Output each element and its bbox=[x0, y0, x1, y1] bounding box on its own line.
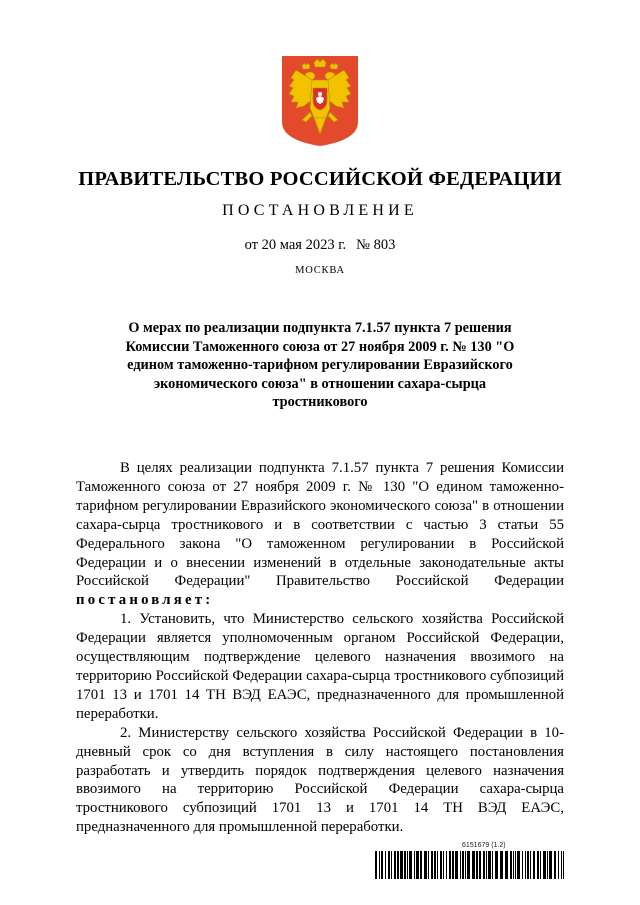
government-title: ПРАВИТЕЛЬСТВО РОССИЙСКОЙ ФЕДЕРАЦИИ bbox=[78, 168, 562, 190]
decree-number: № 803 bbox=[356, 237, 396, 253]
item-1-paragraph: 1. Установить, что Министерство сельского хозяйства Российской Федерации является уполномоченным органом Российской Федерации, осуществляющим подтверждение целевого назначения ввозимого на территорию Российской Федерации сахара-сырца тростникового субпозиций 1701 13 и 1701 14 ТН ВЭД ЕАЭС, предназначенного для промышленной переработки. bbox=[76, 611, 564, 722]
preamble-text: В целях реализации подпункта 7.1.57 пункта 7 решения Комиссии Таможенного союза от 27 ноября 2009 г. № 130 "О едином таможенно-тарифном регулировании Евразийского экономического союза" в отношении сахара-сырца тростникового и в соответствии с частью 3 статьи 55 Федерального закона "О таможенном регулировании в Российской Федерации и о внесении изменений в отдельные законодательные акты Российской Федерации" Правительство Российской Федерации bbox=[76, 460, 564, 590]
preamble-paragraph bbox=[76, 459, 564, 610]
barcode-icon bbox=[375, 851, 564, 879]
decree-date-line bbox=[0, 237, 640, 254]
decree-body bbox=[76, 459, 564, 837]
decree-subject: О мерах по реализации подпункта 7.1.57 пункта 7 решения Комиссии Таможенного союза от 27 ноября 2009 г. № 130 "О едином таможенно-тарифном регулировании Евразийского экономического союза" в отношении сахара-сырца тростникового bbox=[125, 320, 515, 410]
resolves-word: постановляет: bbox=[76, 592, 214, 609]
decree-city: МОСКВА bbox=[295, 265, 345, 276]
item-2-paragraph: 2. Министерству сельского хозяйства Российской Федерации в 10-дневный срок со дня вступления в силу настоящего постановления разработать и утвердить порядок подтверждения целевого назначения ввозимого на территорию Российской Федерации сахара-сырца тростникового субпозиций 1701 13 и 1701 14 ТН ВЭД ЕАЭС, предназначенного для промышленной переработки. bbox=[76, 724, 564, 836]
decree-heading: ПОСТАНОВЛЕНИЕ bbox=[222, 202, 418, 219]
document-code: 6151679 (1.2) bbox=[462, 842, 506, 849]
russian-coat-of-arms-icon bbox=[282, 56, 358, 146]
decree-date: от 20 мая 2023 г. bbox=[244, 237, 347, 253]
